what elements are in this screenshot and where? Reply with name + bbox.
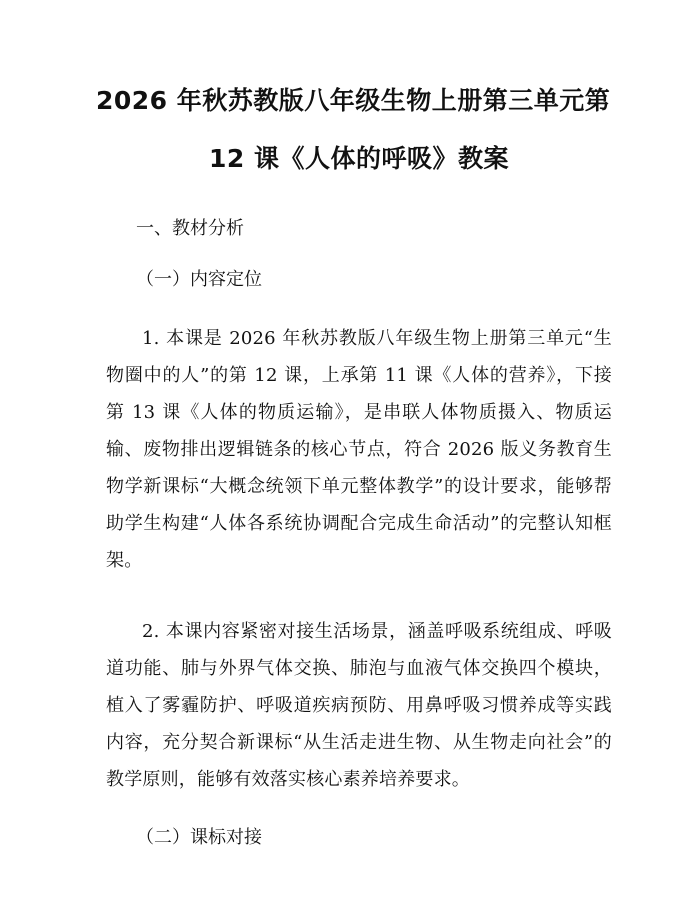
paragraph-content-position-2: 2. 本课内容紧密对接生活场景，涵盖呼吸系统组成、呼吸道功能、肺与外界气体交换、肺泡与血液气体交换四个模块，植入了雾霾防护、呼吸道疾病预防、用鼻呼吸习惯养成等实践内容，充分契合新课标“从生活走进生物、从生物走向社会”的教学原则，能够有效落实核心素养培养要求。 — [106, 621, 612, 790]
section-heading-textbook-analysis: 一、教材分析 — [136, 218, 244, 239]
paragraph-content-position-1: 1. 本课是 2026 年秋苏教版八年级生物上册第三单元“生物圈中的人”的第 12 课，上承第 11 课《人体的营养》，下接第 13 课《人体的物质运输》，是串联人体物质摄入、物质运输、废物排出逻辑链条的核心节点，符合 2026 版义务教育生物学新课标“大概念统领下单元整体教学”的设计要求，能够帮助学生构建“人体各系统协调配合完成生命活动”的完整认知框架。 — [106, 328, 612, 571]
document-title-line-2: 12 课《人体的呼吸》教案 — [209, 144, 509, 173]
subsection-heading-content-position: （一）内容定位 — [136, 269, 262, 290]
subsection-heading-curriculum-alignment: （二）课标对接 — [136, 827, 262, 848]
document-title-line-1: 2026 年秋苏教版八年级生物上册第三单元第 — [96, 86, 611, 115]
document-title — [96, 72, 612, 188]
